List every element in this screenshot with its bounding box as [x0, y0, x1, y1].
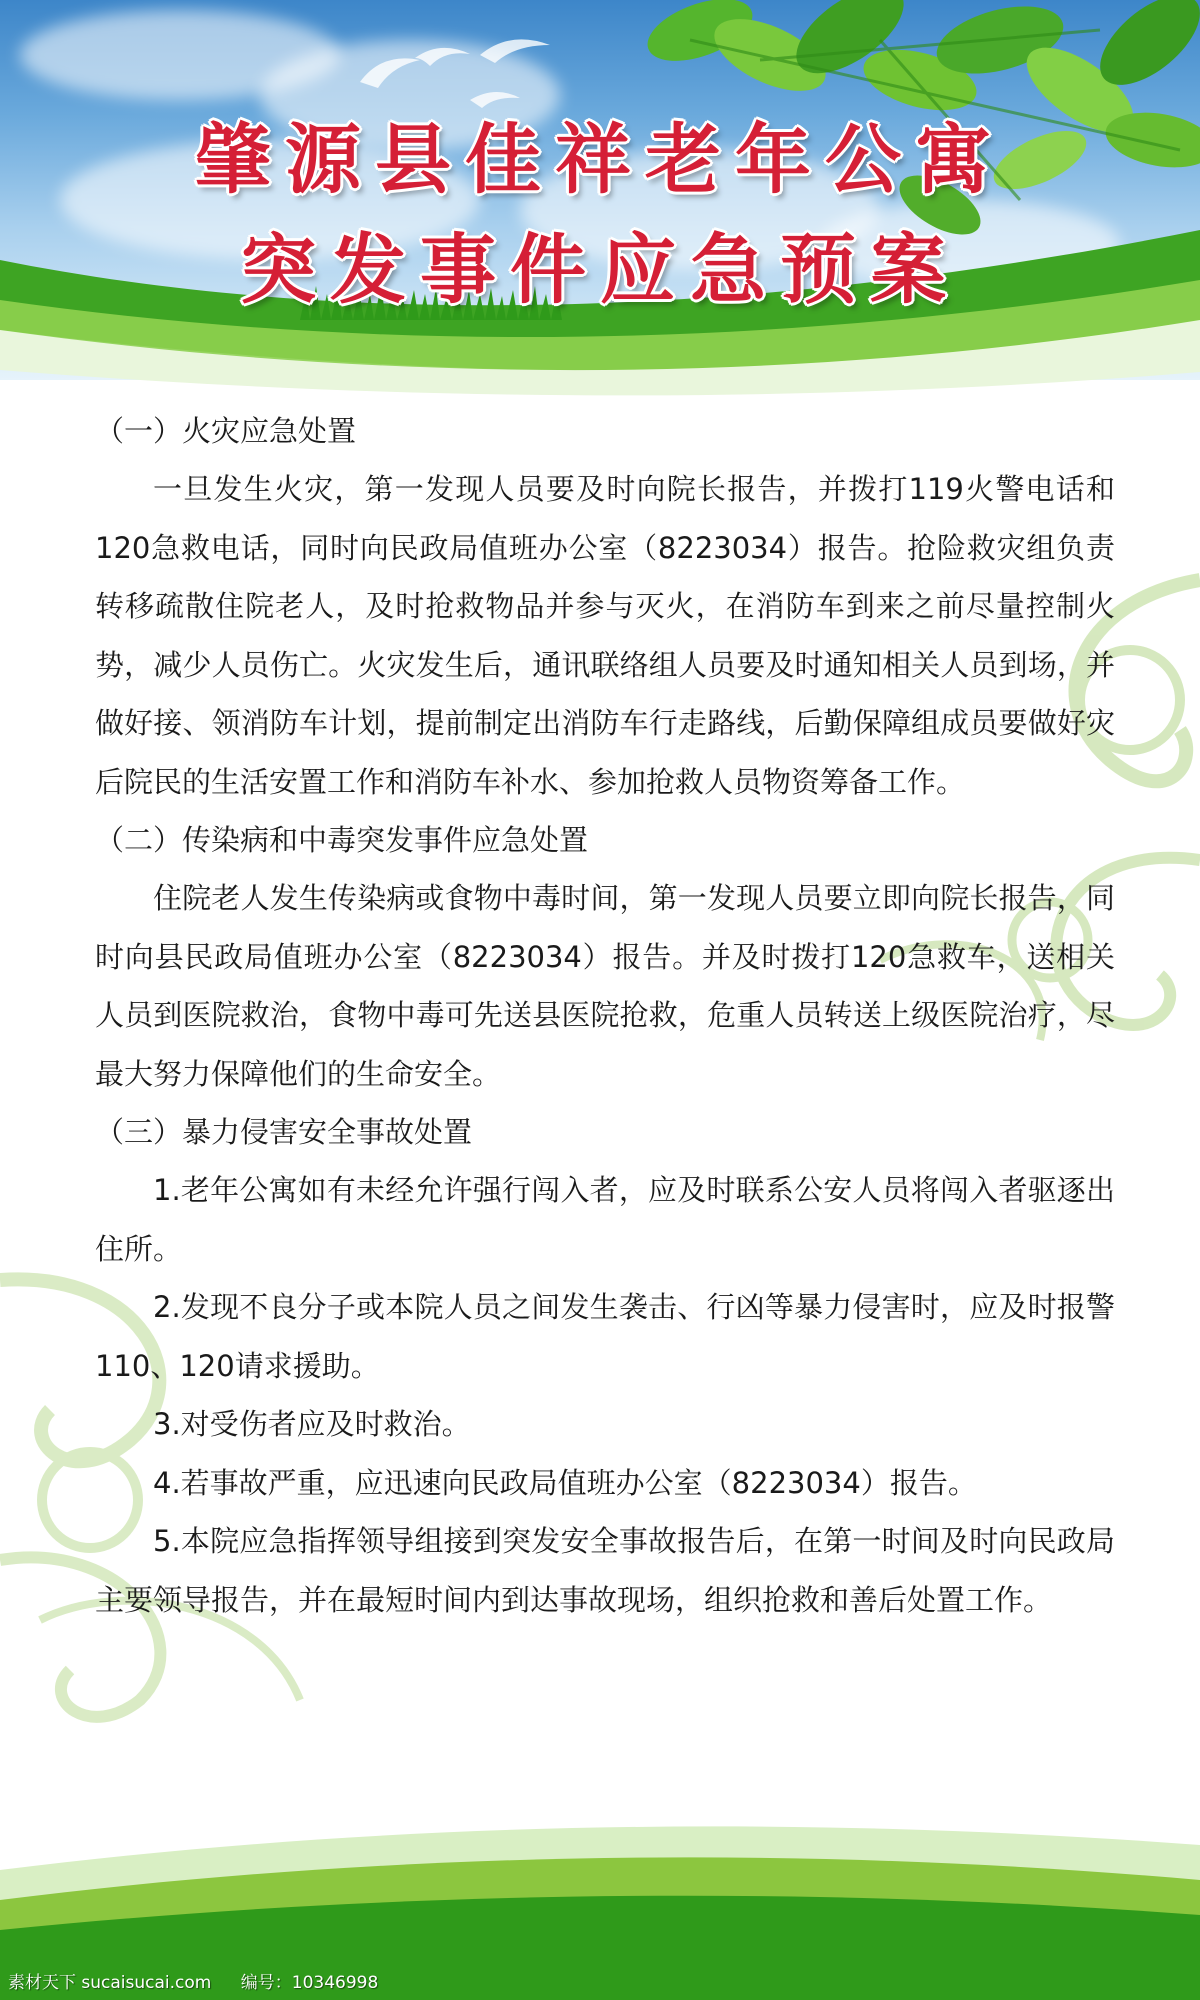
section-heading: （二）传染病和中毒突发事件应急处置	[95, 823, 589, 857]
watermark-site: 素材天下 sucaisucai.com	[8, 1973, 212, 1993]
watermark	[8, 1968, 402, 1993]
bird-icon	[480, 39, 550, 63]
section-paragraph: 1.老年公寓如有未经允许强行闯入者，应及时联系公安人员将闯入者驱逐出住所。	[95, 1173, 1115, 1266]
title-line-2: 突发事件应急预案	[240, 225, 960, 314]
poster-title	[0, 105, 1200, 325]
section-heading: （一）火灾应急处置	[95, 414, 357, 448]
section-paragraph: 5.本院应急指挥领导组接到突发安全事故报告后，在第一时间及时向民政局主要领导报告，并在最短时间内到达事故现场，组织抢救和善后处置工作。	[95, 1524, 1115, 1617]
bird-icon	[360, 58, 420, 88]
plan-content	[95, 402, 1115, 1629]
watermark-id: 编号：10346998	[240, 1973, 379, 1993]
section-paragraph: 3.对受伤者应及时救治。	[153, 1407, 471, 1441]
bird-icon	[415, 48, 470, 66]
section-paragraph: 住院老人发生传染病或食物中毒时间，第一发现人员要立即向院长报告，同时向县民政局值班办公室（8223034）报告。并及时拨打120急救车，送相关人员到医院救治，食物中毒可先送县医院抢救，危重人员转送上级医院治疗，尽最大努力保障他们的生命安全。	[95, 881, 1115, 1091]
bird-icon-group	[360, 39, 550, 108]
section-heading: （三）暴力侵害安全事故处置	[95, 1115, 473, 1149]
section-paragraph: 2.发现不良分子或本院人员之间发生袭击、行凶等暴力侵害时，应及时报警110、120请求援助。	[95, 1290, 1115, 1383]
section-paragraph: 4.若事故严重，应迅速向民政局值班办公室（8223034）报告。	[153, 1465, 977, 1500]
section-paragraph: 一旦发生火灾，第一发现人员要及时向院长报告，并拨打119火警电话和120急救电话，同时向民政局值班办公室（8223034）报告。抢险救灾组负责转移疏散住院老人，及时抢救物品并参与灭火，在消防车到来之前尽量控制火势，减少人员伤亡。火灾发生后，通讯联络组人员要及时通知相关人员到场，并做好接、领消防车计划，提前制定出消防车行走路线，后勤保障组成员要做好灾后院民的生活安置工作和消防车补水、参加抢救人员物资筹备工作。	[95, 472, 1115, 799]
title-line-1: 肇源县佳祥老年公寓	[195, 115, 1005, 204]
